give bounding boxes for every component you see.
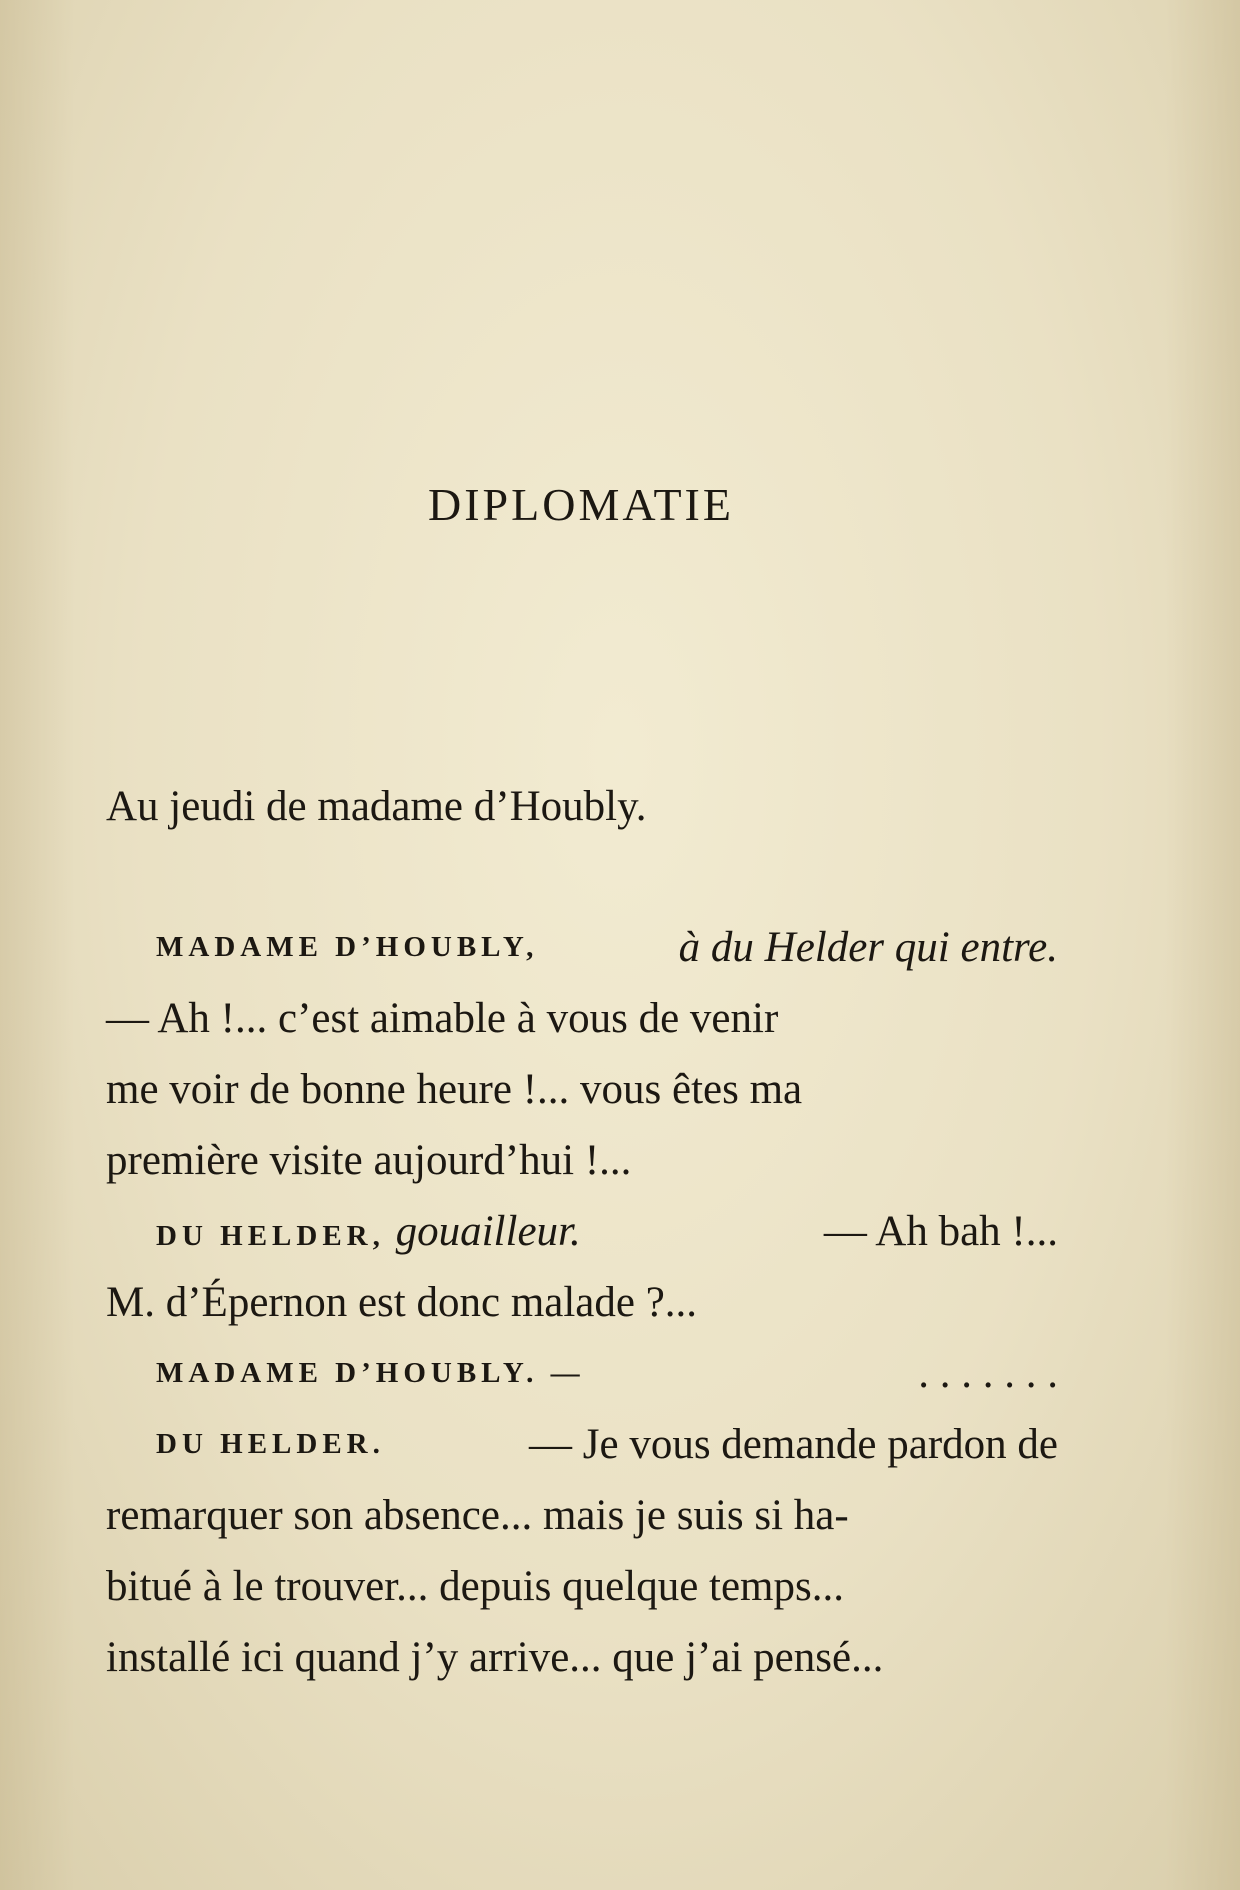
dialogue-text: remarquer son absence... mais je suis si ha- [106, 1492, 849, 1539]
stage-direction: à du Helder qui entre. [678, 924, 1058, 971]
speaker-name: DU HELDER, [156, 1220, 385, 1252]
dialogue-text: installé ici quand j’y arrive... que j’ai pensé... [106, 1634, 884, 1681]
speaker-name: DU HELDER. [156, 1428, 385, 1460]
speaker-name: MADAME D’HOUBLY, [156, 931, 539, 963]
dialogue-text: bitué à le trouver... depuis quelque temps... [106, 1563, 844, 1610]
dialogue-line [106, 1551, 1058, 1622]
dialogue-block [106, 912, 1058, 1693]
dialogue-line [106, 1480, 1058, 1551]
dialogue-line [106, 1622, 1058, 1693]
stage-direction: gouailleur. [395, 1208, 581, 1255]
dialogue-text: M. d’Épernon est donc malade ?... [106, 1279, 698, 1326]
dialogue-line [106, 1267, 1058, 1338]
dialogue-line [106, 983, 1058, 1054]
setting-text: Au jeudi de madame d’Houbly. [106, 783, 647, 830]
dialogue-line [106, 1409, 1058, 1480]
dialogue-line [106, 1338, 1058, 1409]
setting-line [106, 771, 1058, 842]
dialogue-line [106, 1125, 1058, 1196]
chapter-title: DIPLOMATIE [428, 479, 734, 530]
dialogue-line [106, 1196, 1058, 1267]
dialogue-text: — Ah bah !... [823, 1208, 1058, 1255]
dialogue-text: première visite aujourd’hui !... [106, 1137, 632, 1184]
dialogue-text: — Ah !... c’est aimable à vous de venir [106, 995, 779, 1042]
dialogue-line [106, 1054, 1058, 1125]
dialogue-text: — Je vous demande pardon de [529, 1421, 1058, 1468]
ellipsis-dots: . . . . . . . [918, 1350, 1058, 1397]
speaker-name: MADAME D’HOUBLY. — [156, 1357, 585, 1389]
dialogue-line [106, 912, 1058, 983]
dialogue-text: me voir de bonne heure !... vous êtes ma [106, 1066, 803, 1113]
